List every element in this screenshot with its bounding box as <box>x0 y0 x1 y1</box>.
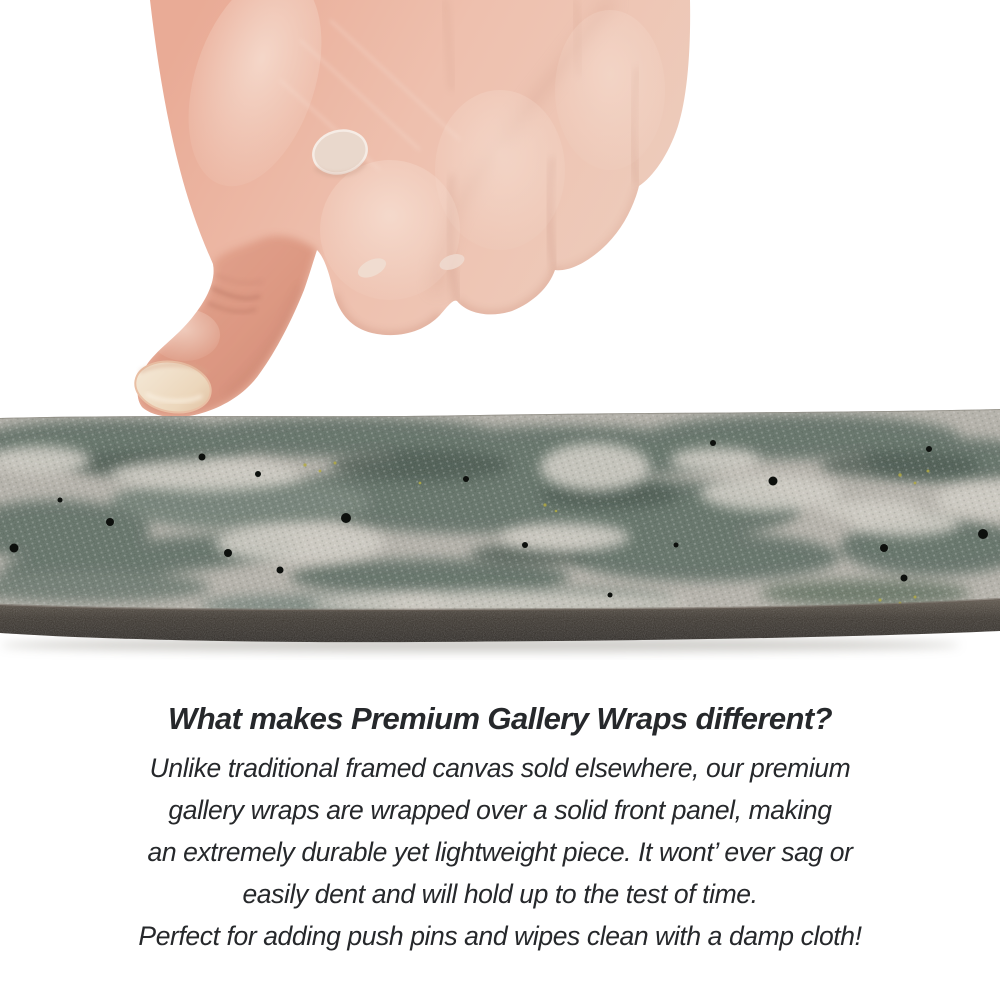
text-block <box>0 699 1000 957</box>
description-line-1: Unlike traditional framed canvas sold elsewhere, our premium <box>149 753 851 783</box>
description-line-3: an extremely durable yet lightweight piece. It wont’ ever sag or <box>147 837 853 867</box>
description-line-2: gallery wraps are wrapped over a solid front panel, making <box>168 795 832 825</box>
description-line-5: Perfect for adding push pins and wipes clean with a damp cloth! <box>138 921 862 951</box>
canvas-strip <box>0 405 1000 660</box>
page-title: What makes Premium Gallery Wraps different? <box>168 701 832 736</box>
description-line-4: easily dent and will hold up to the test of time. <box>242 879 758 909</box>
hand-silhouette <box>131 0 690 418</box>
hand-photo <box>0 0 1000 428</box>
canvas-texture <box>0 405 1000 620</box>
